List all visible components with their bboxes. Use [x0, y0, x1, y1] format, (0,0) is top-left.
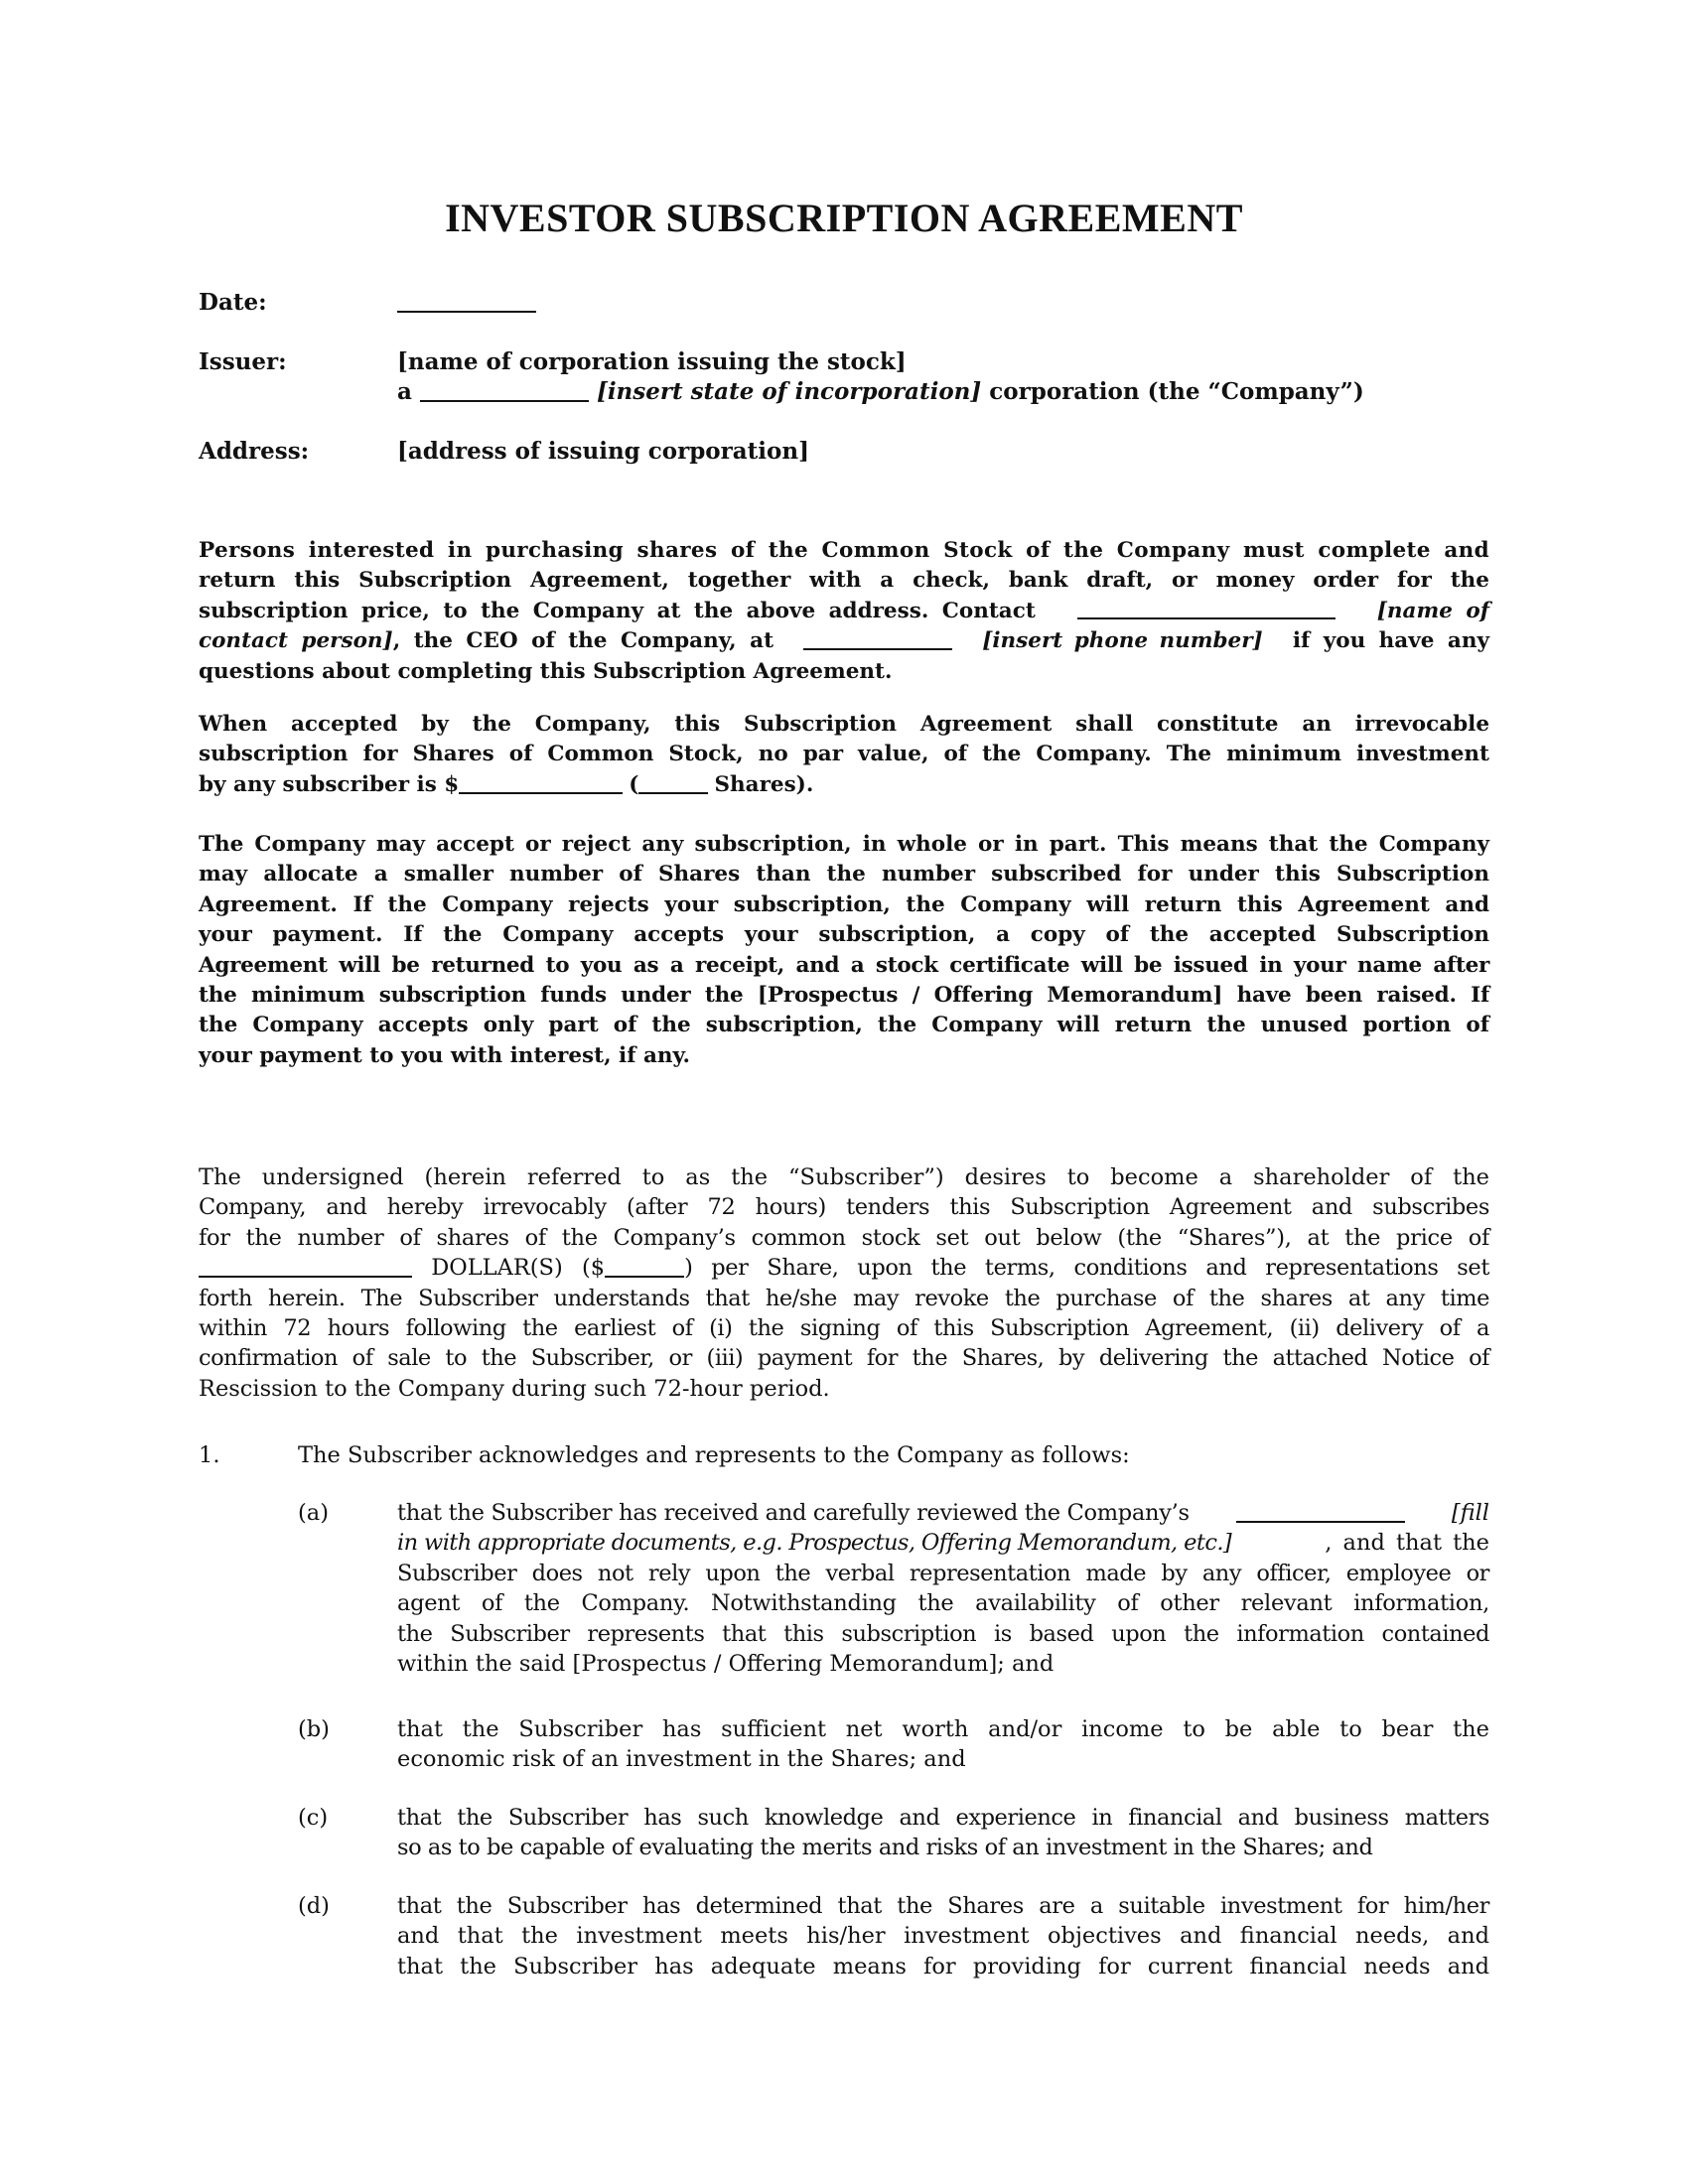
- line-text: and that the investment meets his/her investment objectives and financial needs, and: [397, 1923, 1489, 1950]
- text-line: [199, 1253, 1489, 1283]
- text-line: [397, 1714, 1489, 1744]
- text-line: [199, 597, 1489, 626]
- address-placeholder: [address of issuing corporation]: [397, 438, 809, 465]
- offering-documents-field[interactable]: [1236, 1498, 1405, 1523]
- issuer-state-line: [397, 377, 1364, 407]
- text-line: [199, 951, 1489, 981]
- item-label: (b): [298, 1716, 330, 1742]
- line-text: , and that the: [1325, 1530, 1489, 1557]
- text-line: [199, 1374, 1489, 1404]
- line-text: Rescission to the Company during such 72-hour period.: [199, 1375, 830, 1402]
- line-text: return this Subscription Agreement, together with a check, bank draft, or money order for the: [199, 568, 1489, 594]
- issuer-name-placeholder: [name of corporation issuing the stock]: [397, 348, 907, 375]
- state-of-incorporation-field[interactable]: [420, 377, 589, 402]
- line-text: subscription for Shares of Common Stock, no par value, of the Company. The minimum investment: [199, 742, 1489, 767]
- text-line: [199, 1041, 1489, 1071]
- text-line: [397, 1528, 1489, 1558]
- line-text: agent of the Company. Notwithstanding the availability of other relevant information,: [397, 1590, 1489, 1617]
- line-text: Agreement. If the Company rejects your subscription, the Company will return this Agreement and: [199, 891, 1489, 917]
- issuer-label: Issuer:: [199, 348, 287, 375]
- line-text: the minimum subscription funds under the [Prospectus / Offering Memorandum] have been raised. If: [199, 983, 1489, 1009]
- text-line: [199, 740, 1489, 769]
- line-text: that the Subscriber has sufficient net worth and/or income to be able to bear the: [397, 1716, 1489, 1742]
- issuer-article: a: [397, 378, 412, 405]
- text-line: [397, 1649, 1489, 1679]
- text-line: [199, 1223, 1489, 1253]
- line-segment: [199, 1253, 1489, 1283]
- text-line: [199, 657, 1489, 687]
- address-label: Address:: [199, 438, 310, 465]
- line-text: confirmation of sale to the Subscriber, or (iii) payment for the Shares, by delivering the attached Notice of: [199, 1345, 1489, 1372]
- intro-paragraph-acceptance-terms: [199, 830, 1489, 1071]
- intro-paragraph-contact: [199, 536, 1489, 687]
- text-line: [199, 536, 1489, 566]
- line-text: so as to be capable of evaluating the merits and risks of an investment in the Shares; and: [397, 1835, 1373, 1861]
- documents-placeholder: [fill: [1451, 1500, 1489, 1526]
- line-text: for the number of shares of the Company’s common stock set out below (the “Shares”), at the price of: [199, 1224, 1489, 1251]
- line-text: your payment to you with interest, if any.: [199, 1042, 691, 1068]
- section-heading: The Subscriber acknowledges and represents to the Company as follows:: [298, 1442, 1130, 1468]
- line-text: your payment. If the Company accepts your subscription, a copy of the accepted Subscription: [199, 922, 1489, 948]
- phone-number-field[interactable]: [803, 626, 952, 650]
- text-line: [199, 1192, 1489, 1222]
- text-line: [199, 860, 1489, 889]
- line-text: that the Subscriber has received and carefully reviewed the Company’s: [397, 1500, 1190, 1526]
- line-text: the Subscriber represents that this subscription is based upon the information contained: [397, 1620, 1489, 1647]
- text-line: [397, 1744, 1489, 1774]
- state-placeholder: [insert state of incorporation]: [596, 378, 982, 405]
- price-amount-field[interactable]: [605, 1254, 684, 1279]
- date-label: Date:: [199, 289, 267, 316]
- contact-placeholder-end: contact person]: [199, 628, 393, 654]
- date-field[interactable]: [397, 288, 536, 318]
- contact-person-field[interactable]: [1077, 597, 1336, 620]
- line-text: Persons interested in purchasing shares of the Common Stock of the Company must complete and: [199, 538, 1489, 563]
- minimum-investment-field[interactable]: [459, 770, 623, 794]
- line-text: Shares).: [714, 771, 814, 797]
- company-definition: corporation (the “Company”): [989, 378, 1364, 405]
- line-text: subscription price, to the Company at the above address. Contact: [199, 598, 1036, 623]
- line-text: by any subscriber is $: [199, 771, 460, 797]
- line-text: , the CEO of the Company, at: [392, 628, 774, 654]
- text-line: [199, 710, 1489, 740]
- line-text: the Company accepts only part of the subscription, the Company will return the unused portion of: [199, 1013, 1489, 1038]
- text-line: [199, 626, 1489, 656]
- line-text: within the said [Prospectus / Offering Memorandum]; and: [397, 1651, 1055, 1678]
- line-text: When accepted by the Company, this Subscription Agreement shall constitute an irrevocable: [199, 712, 1489, 737]
- line-text: questions about completing this Subscription Agreement.: [199, 658, 893, 684]
- text-line: [199, 981, 1489, 1011]
- minimum-shares-field[interactable]: [638, 770, 708, 794]
- text-line: [397, 1619, 1489, 1649]
- line-segment: [199, 770, 623, 800]
- list-item-d: [397, 1891, 1489, 1981]
- text-line: [199, 1313, 1489, 1343]
- text-line: [397, 1891, 1489, 1921]
- documents-placeholder-cont: in with appropriate documents, e.g. Prospectus, Offering Memorandum, etc.]: [397, 1530, 1232, 1557]
- line-text: forth herein. The Subscriber understands that he/she may revoke the purchase of the shares at any time: [199, 1285, 1489, 1311]
- item-label: (c): [298, 1805, 329, 1831]
- document-title: INVESTOR SUBSCRIPTION AGREEMENT: [445, 196, 1243, 240]
- text-line: [397, 1588, 1489, 1618]
- list-item-c: [397, 1803, 1489, 1863]
- subscriber-paragraph: [199, 1162, 1489, 1404]
- line-text: The Company may accept or reject any subscription, in whole or in part. This means that the Company: [199, 832, 1489, 857]
- text-line: [199, 1343, 1489, 1373]
- line-text: may allocate a smaller number of Shares than the number subscribed for under this Subscription: [199, 862, 1489, 887]
- text-line: [397, 1803, 1489, 1833]
- line-text: Subscriber does not rely upon the verbal representation made by any officer, employee or: [397, 1560, 1489, 1586]
- text-line: [199, 566, 1489, 596]
- line-text: ) per Share, upon the terms, conditions and representations set: [684, 1255, 1489, 1282]
- line-text: Company, and hereby irrevocably (after 72 hours) tenders this Subscription Agreement and subscribes: [199, 1194, 1489, 1221]
- section-number: 1.: [199, 1442, 220, 1468]
- text-line: [199, 1284, 1489, 1313]
- text-line: [199, 1162, 1489, 1192]
- line-text: The undersigned (herein referred to as the “Subscriber”) desires to become a shareholder of the: [199, 1164, 1489, 1190]
- line-text: within 72 hours following the earliest of (i) the signing of this Subscription Agreement, (ii) delivery of a: [199, 1315, 1489, 1342]
- line-text: Agreement will be returned to you as a receipt, and a stock certificate will be issued in your name after: [199, 952, 1489, 978]
- text-line: [199, 830, 1489, 860]
- intro-paragraph-acceptance: [199, 710, 1489, 800]
- item-label: (d): [298, 1893, 330, 1919]
- line-text: that the Subscriber has determined that the Shares are a suitable investment for him/her: [397, 1893, 1489, 1919]
- text-line: [199, 890, 1489, 920]
- line-segment: [199, 626, 774, 656]
- list-item-a: [397, 1498, 1489, 1679]
- price-words-field[interactable]: [199, 1254, 412, 1279]
- text-line: [397, 1498, 1489, 1528]
- line-text: that the Subscriber has such knowledge and experience in financial and business matters: [397, 1805, 1489, 1831]
- text-line: [199, 770, 1489, 800]
- line-text: if you have any: [1292, 628, 1489, 654]
- text-line: [397, 1952, 1489, 1981]
- contact-placeholder: [name of: [1376, 598, 1489, 623]
- text-line: [199, 920, 1489, 950]
- line-text: that the Subscriber has adequate means for providing for current financial needs and: [397, 1953, 1489, 1979]
- phone-placeholder: [insert phone number]: [982, 628, 1263, 654]
- line-text: (: [629, 771, 639, 797]
- item-label: (a): [298, 1500, 329, 1526]
- text-line: [199, 1011, 1489, 1040]
- text-line: [397, 1921, 1489, 1951]
- text-line: [397, 1559, 1489, 1588]
- line-segment: [629, 770, 708, 800]
- line-text: DOLLAR(S) ($: [431, 1255, 606, 1282]
- text-line: [397, 1833, 1489, 1862]
- line-text: economic risk of an investment in the Shares; and: [397, 1746, 966, 1773]
- list-item-b: [397, 1714, 1489, 1775]
